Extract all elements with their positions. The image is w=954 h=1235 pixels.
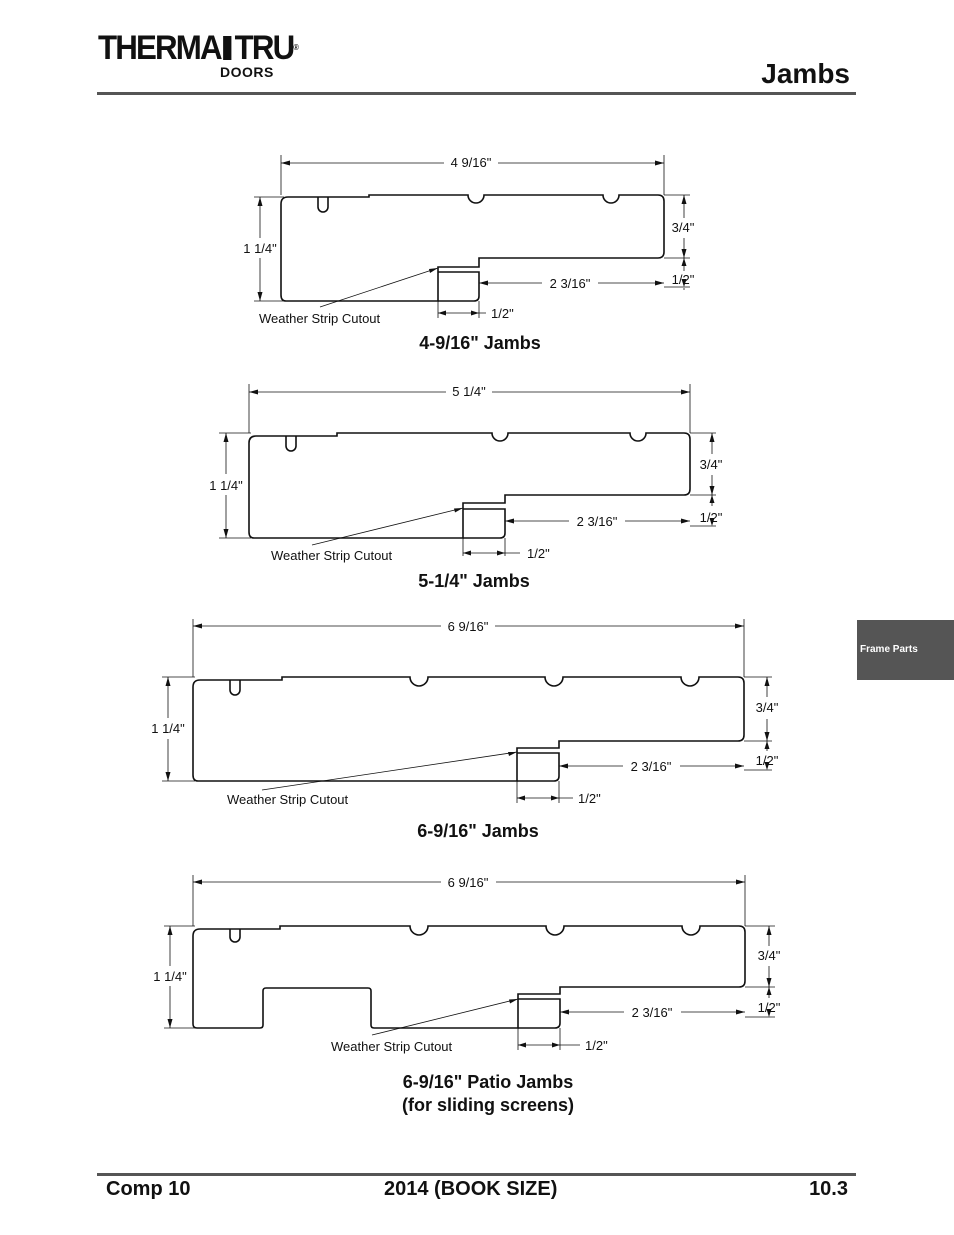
upper-thickness-label: 3/4" xyxy=(671,220,695,235)
upper-thickness-label: 3/4" xyxy=(755,700,779,715)
jamb-diagram-6-9-16-patio xyxy=(153,875,780,1054)
weatherstrip-cutout xyxy=(518,999,560,1028)
rabbet-label: 2 3/16" xyxy=(549,276,591,291)
cutout-label: Weather Strip Cutout xyxy=(271,548,393,563)
weatherstrip-cutout xyxy=(463,509,505,538)
footer-edition: 2014 (BOOK SIZE) xyxy=(384,1178,558,1200)
lower-thickness-label: 1/2" xyxy=(757,1000,781,1015)
caption-jamb-5-1-4: 5-1/4" Jambs xyxy=(418,571,530,591)
height-label: 1 1/4" xyxy=(209,478,243,493)
logo-subtitle: DOORS xyxy=(220,64,274,80)
upper-thickness-label: 3/4" xyxy=(699,457,723,472)
caption-patio-line1: 6-9/16" Patio Jambs xyxy=(402,1072,574,1092)
width-label: 5 1/4" xyxy=(452,384,486,399)
weatherstrip-cutout xyxy=(517,753,559,781)
upper-thickness-label: 3/4" xyxy=(757,948,781,963)
logo-text-left: THERMA xyxy=(98,29,221,67)
jamb-profile xyxy=(281,195,664,301)
notch-label: 1/2" xyxy=(585,1038,608,1053)
notch-label: 1/2" xyxy=(527,546,550,561)
footer-section: Comp 10 xyxy=(106,1178,191,1200)
caption-jamb-6-9-16: 6-9/16" Jambs xyxy=(417,821,539,841)
jamb-diagram-6-9-16 xyxy=(151,619,778,807)
registered-mark: ® xyxy=(293,43,299,52)
notch-label: 1/2" xyxy=(578,791,601,806)
cutout-label: Weather Strip Cutout xyxy=(259,311,381,326)
jamb-profile xyxy=(249,433,690,538)
lower-thickness-label: 1/2" xyxy=(699,510,723,525)
caption-patio-line2: (for sliding screens) xyxy=(401,1095,575,1115)
jamb-diagram-5-1-4 xyxy=(209,384,722,563)
rabbet-label: 2 3/16" xyxy=(576,514,618,529)
caption-patio-jamb xyxy=(368,1071,608,1117)
page-title: Jambs xyxy=(761,58,850,89)
caption-jamb-4-9-16: 4-9/16" Jambs xyxy=(419,333,541,353)
section-tab-frame-parts[interactable]: Frame Parts xyxy=(857,620,954,680)
width-label: 6 9/16" xyxy=(447,875,489,890)
footer-page-number: 10.3 xyxy=(809,1178,848,1200)
logo-text-right: TRU xyxy=(234,29,294,67)
screw-groove xyxy=(230,680,240,695)
screw-groove xyxy=(230,929,240,942)
cutout-label: Weather Strip Cutout xyxy=(227,792,349,807)
height-label: 1 1/4" xyxy=(153,969,187,984)
height-label: 1 1/4" xyxy=(243,241,277,256)
notch-label: 1/2" xyxy=(491,306,514,321)
width-label: 4 9/16" xyxy=(450,155,492,170)
jamb-diagram-4-9-16 xyxy=(243,155,694,326)
lower-thickness-label: 1/2" xyxy=(755,753,779,768)
cutout-label: Weather Strip Cutout xyxy=(331,1039,453,1054)
width-label: 6 9/16" xyxy=(447,619,489,634)
screw-groove xyxy=(318,197,328,212)
lower-thickness-label: 1/2" xyxy=(671,272,695,287)
weatherstrip-cutout xyxy=(438,272,479,301)
rabbet-label: 2 3/16" xyxy=(631,1005,673,1020)
rabbet-label: 2 3/16" xyxy=(630,759,672,774)
height-label: 1 1/4" xyxy=(151,721,185,736)
screw-groove xyxy=(286,436,296,451)
footer-rule xyxy=(97,1173,856,1176)
